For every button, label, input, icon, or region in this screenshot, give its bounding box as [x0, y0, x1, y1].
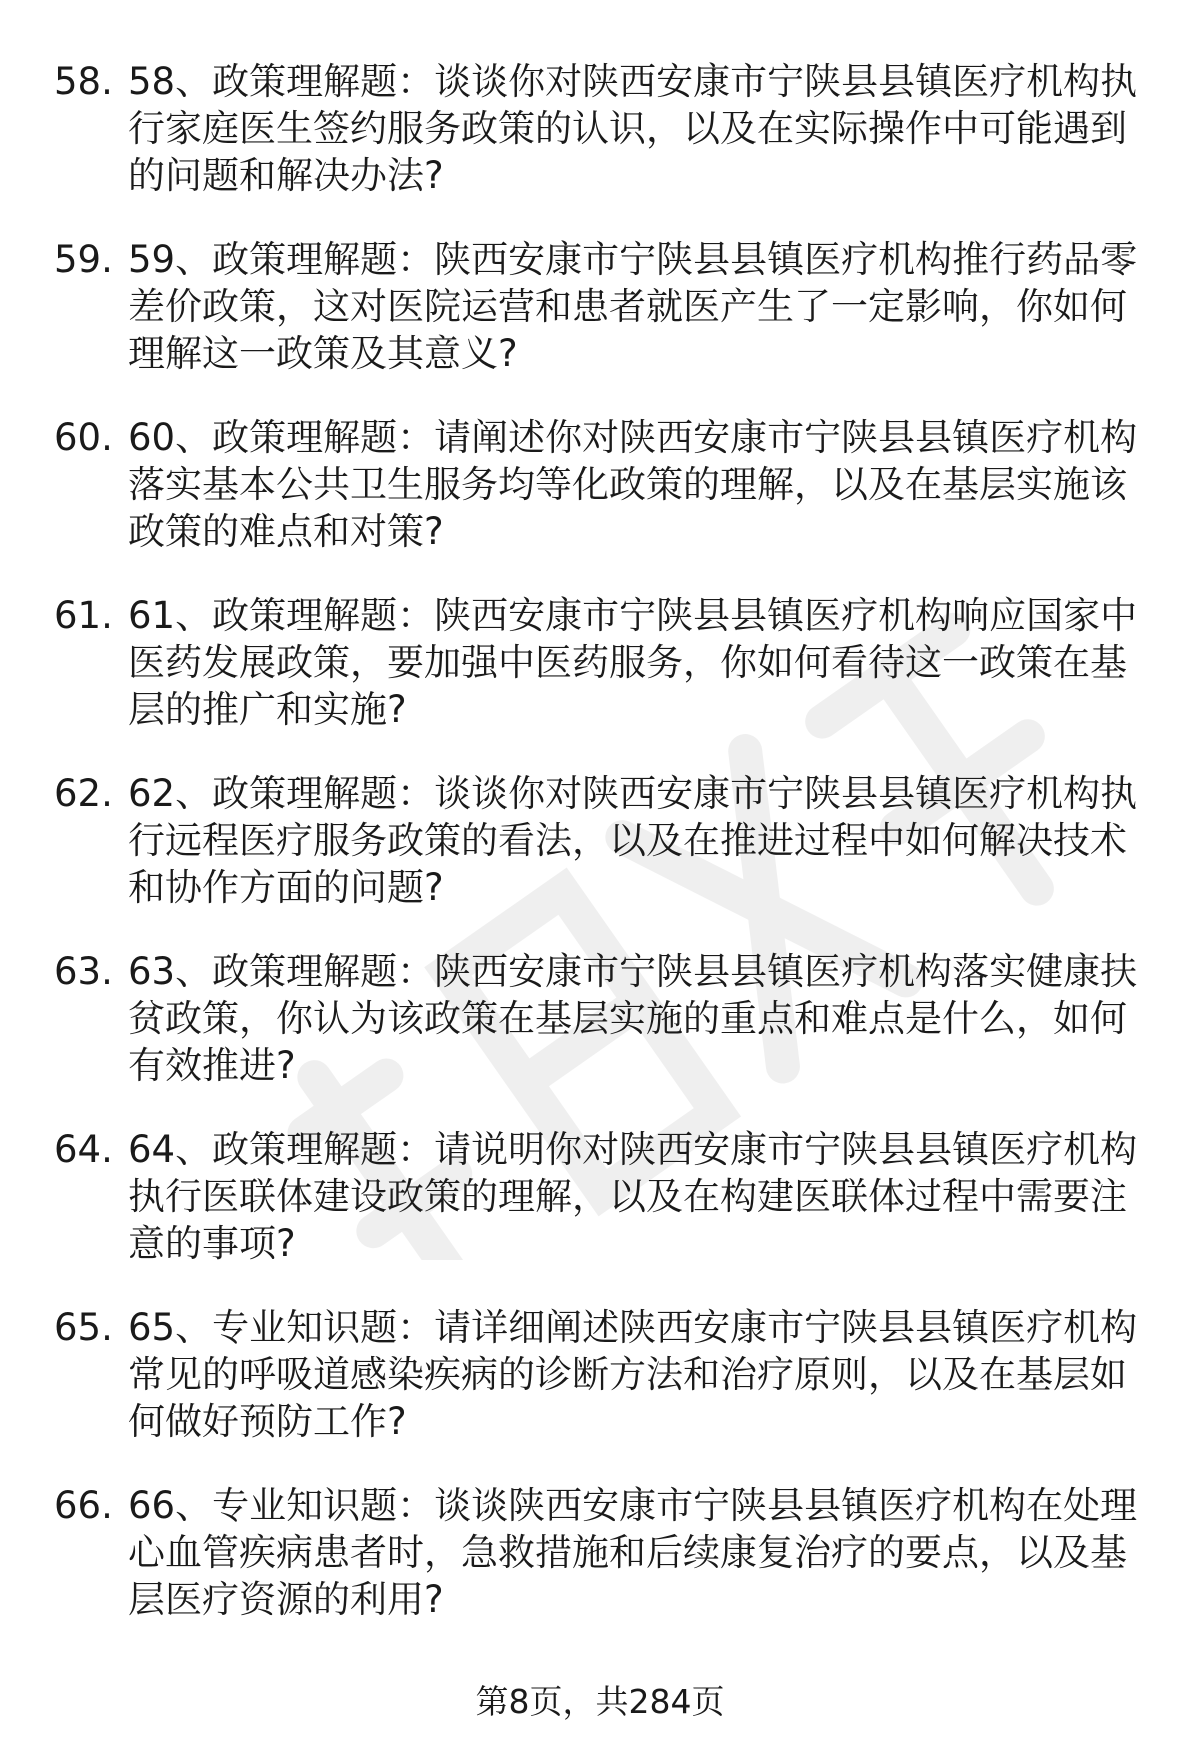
item-text: 58、政策理解题：谈谈你对陕西安康市宁陕县县镇医疗机构执行家庭医生签约服务政策的认识，以及在实际操作中可能遇到的问题和解决办法? — [128, 60, 1138, 197]
item-number: 66. — [54, 1484, 113, 1527]
item-text: 61、政策理解题：陕西安康市宁陕县县镇医疗机构响应国家中医药发展政策，要加强中医药服务，你如何看待这一政策在基层的推广和实施? — [128, 594, 1138, 731]
item-number: 64. — [54, 1128, 113, 1171]
list-item — [0, 414, 1200, 592]
list-item — [0, 236, 1200, 414]
item-text: 60、政策理解题：请阐述你对陕西安康市宁陕县县镇医疗机构落实基本公共卫生服务均等化政策的理解，以及在基层实施该政策的难点和对策? — [128, 416, 1138, 553]
list-item — [0, 770, 1200, 948]
item-text: 65、专业知识题：请详细阐述陕西安康市宁陕县县镇医疗机构常见的呼吸道感染疾病的诊断方法和治疗原则，以及在基层如何做好预防工作? — [128, 1306, 1138, 1443]
item-number: 62. — [54, 772, 113, 815]
item-number: 60. — [54, 416, 113, 459]
list-item — [0, 1304, 1200, 1482]
list-item — [0, 1482, 1200, 1660]
list-item — [0, 1126, 1200, 1304]
item-text: 59、政策理解题：陕西安康市宁陕县县镇医疗机构推行药品零差价政策，这对医院运营和患者就医产生了一定影响，你如何理解这一政策及其意义? — [128, 238, 1138, 375]
page-footer: 第8页，共284页 — [475, 1682, 725, 1721]
item-number: 61. — [54, 594, 113, 637]
item-text: 63、政策理解题：陕西安康市宁陕县县镇医疗机构落实健康扶贫政策，你认为该政策在基层实施的重点和难点是什么，如何有效推进? — [128, 950, 1138, 1087]
item-text: 64、政策理解题：请说明你对陕西安康市宁陕县县镇医疗机构执行医联体建设政策的理解，以及在构建医联体过程中需要注意的事项? — [128, 1128, 1138, 1265]
item-number: 63. — [54, 950, 113, 993]
item-number: 58. — [54, 60, 113, 103]
item-text: 62、政策理解题：谈谈你对陕西安康市宁陕县县镇医疗机构执行远程医疗服务政策的看法，以及在推进过程中如何解决技术和协作方面的问题? — [128, 772, 1138, 909]
question-list — [0, 58, 1200, 1660]
item-number: 59. — [54, 238, 113, 281]
item-text: 66、专业知识题：谈谈陕西安康市宁陕县县镇医疗机构在处理心血管疾病患者时，急救措施和后续康复治疗的要点，以及基层医疗资源的利用? — [128, 1484, 1138, 1621]
item-number: 65. — [54, 1306, 113, 1349]
list-item — [0, 948, 1200, 1126]
list-item — [0, 58, 1200, 236]
list-item — [0, 592, 1200, 770]
